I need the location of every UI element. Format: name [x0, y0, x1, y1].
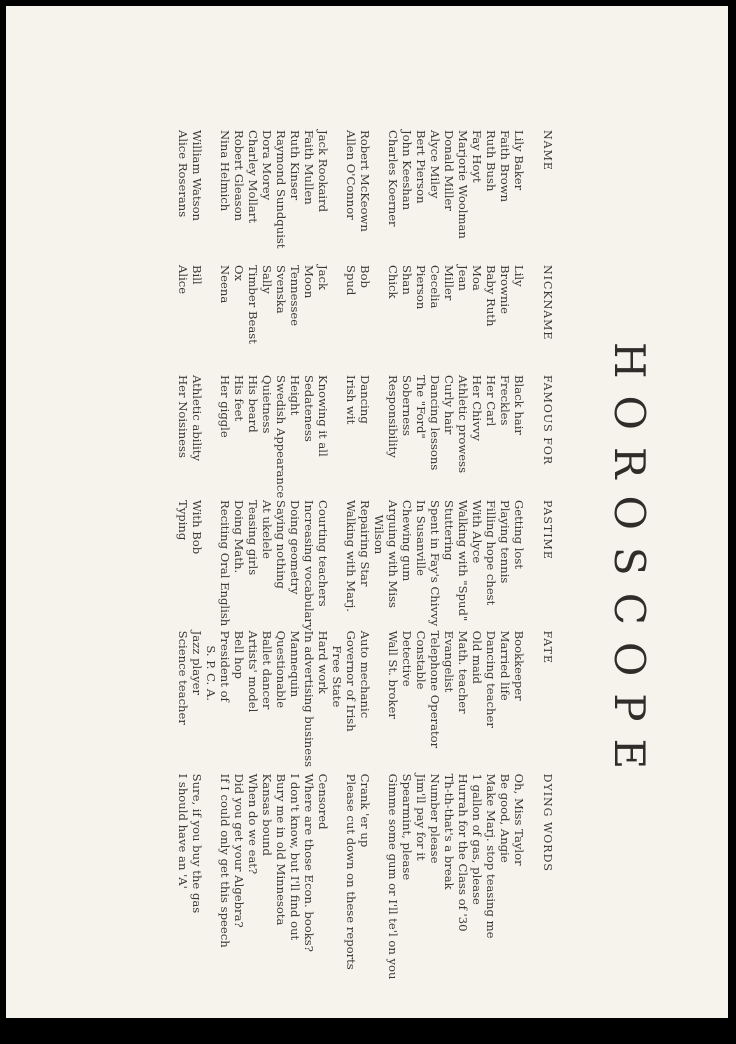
- cell-famous-for: Her Noisiness: [176, 375, 190, 458]
- cell-dying-words: Make Marj. stop teasing me: [484, 773, 498, 939]
- cell-pastime: Doing Math.: [232, 500, 246, 574]
- table-row: [358, 130, 372, 979]
- cell-pastime: Typing: [176, 500, 190, 541]
- cell-dying-words: Oh, Miss Taylor: [512, 773, 526, 866]
- table-row: [260, 130, 274, 979]
- cell-pastime: Stuttering: [442, 500, 456, 561]
- cell-famous-for: Athletic prowess: [456, 375, 470, 474]
- cell-nickname: Jean: [456, 265, 470, 291]
- cell-dying-words: When do we eat?: [246, 773, 260, 875]
- cell-dying-words: Bury me in old Minnesota: [274, 773, 288, 926]
- cell-fate: In advertising business: [302, 630, 316, 768]
- cell-fate: Jazz player: [190, 630, 204, 696]
- cell-name: Dora Morey: [260, 130, 274, 201]
- cell-famous-for: Dancing lessons: [428, 375, 442, 471]
- cell-dying-words: Where are those Econ. books?: [302, 773, 316, 952]
- table-row: [176, 130, 190, 979]
- cell-famous-for: Her giggle: [218, 375, 232, 438]
- cell-nickname: Tennessee: [288, 265, 302, 327]
- cell-name: Raymond Sundquist: [274, 130, 288, 249]
- cell-name: Marjorie Woolman: [456, 130, 470, 239]
- cell-nickname: Svenska: [274, 265, 288, 314]
- cell-fate: Artists' model: [246, 630, 260, 713]
- cell-nickname: Spud: [344, 265, 358, 296]
- cell-dying-words: Gimme some gum or I'll te'l on you: [386, 773, 400, 980]
- cell-name: William Watson: [190, 130, 204, 222]
- cell-pastime: Chewing gum: [400, 500, 414, 582]
- table-row: [330, 130, 358, 979]
- cell-dying-words: 1 gallon of gas, please: [470, 773, 484, 905]
- cell-name: Charles Koerner: [386, 130, 400, 227]
- cell-fate: Questionable: [274, 630, 288, 709]
- cell-pastime: In Susanville: [414, 500, 428, 577]
- cell-dying-words: I should have an 'A': [176, 773, 190, 889]
- cell-dying-words: Kansas bound: [260, 773, 274, 856]
- cell-name: Allen O'Connor: [344, 130, 358, 220]
- cell-name: Donald Miller: [442, 130, 456, 211]
- table-row: [484, 130, 498, 979]
- table-row: [204, 130, 232, 979]
- cell-famous-for: The "Ford": [414, 375, 428, 439]
- cell-pastime: Walking with "Spud": [456, 500, 470, 622]
- cell-pastime: Reciting Oral English: [218, 500, 232, 627]
- table-row: [302, 130, 316, 979]
- header-pastime: PASTIME: [541, 500, 554, 560]
- cell-nickname: Brownie: [498, 265, 512, 315]
- table-row: [470, 130, 484, 979]
- cell-pastime: Spent in Fay's Chivvy: [428, 500, 442, 627]
- cell-pastime: With Bob: [190, 500, 204, 555]
- cell-dying-words: If I could only get this speech: [218, 773, 232, 948]
- table-row: [372, 130, 400, 979]
- cell-nickname: Pierson: [414, 265, 428, 310]
- cell-name: Alice Roserans: [176, 130, 190, 218]
- cell-nickname: Moa: [470, 265, 484, 291]
- cell-pastime: Saying nothing: [274, 500, 288, 589]
- cell-famous-for: Freckles: [498, 375, 512, 426]
- cell-famous-for: Sedateness: [302, 375, 316, 442]
- cell-nickname: Bill: [190, 265, 204, 285]
- cell-nickname: Shan: [400, 265, 414, 295]
- cell-nickname: Jack: [316, 265, 330, 291]
- cell-fate: Governor of Irish Free State: [330, 630, 358, 732]
- cell-nickname: Lily: [512, 265, 526, 287]
- cell-pastime: At ukelele: [260, 500, 274, 560]
- cell-nickname: Bob: [358, 265, 372, 288]
- cell-name: Robert McKeown: [358, 130, 372, 232]
- cell-pastime: With Alyce: [470, 500, 484, 564]
- cell-dying-words: Spearmint, please: [400, 773, 414, 881]
- cell-fate: Hard work: [316, 630, 330, 694]
- cell-dying-words: Be good, Angie: [498, 773, 512, 863]
- cell-name: Nina Helmich: [218, 130, 232, 212]
- cell-name: Jack Rookaird: [316, 130, 330, 213]
- table-row: [428, 130, 442, 979]
- cell-nickname: Neena: [218, 265, 232, 304]
- header-famous-for: FAMOUS FOR: [541, 375, 554, 466]
- cell-dying-words: Th-th-that's a break: [442, 773, 456, 890]
- cell-name: Ruth Bush: [484, 130, 498, 192]
- table-row: [400, 130, 414, 979]
- cell-nickname: Chick: [386, 265, 400, 299]
- cell-name: Alyce Miley: [428, 130, 442, 199]
- cell-name: Bert Pierson: [414, 130, 428, 204]
- cell-name: Faith Brown: [498, 130, 512, 203]
- cell-pastime: Teasing girls: [246, 500, 260, 576]
- cell-fate: Ballet dancer: [260, 630, 274, 710]
- header-fate: FATE: [541, 630, 554, 665]
- cell-name: Lily Baker: [512, 130, 526, 191]
- cell-name: John Keeshan: [400, 130, 414, 211]
- cell-dying-words: Sure, if you buy the gas: [190, 773, 204, 914]
- cell-nickname: Sally: [260, 265, 274, 294]
- table-row: [512, 130, 526, 979]
- cell-nickname: Ox: [232, 265, 246, 282]
- cell-dying-words: Number please: [428, 773, 442, 864]
- table-row: [232, 130, 246, 979]
- cell-dying-words: Did you get your Algebra?: [232, 773, 246, 928]
- cell-name: Faith Mullen: [302, 130, 316, 205]
- cell-fate: President of S. P. C. A.: [204, 630, 232, 702]
- cell-famous-for: Curly hair: [442, 375, 456, 435]
- cell-famous-for: Her Carl: [484, 375, 498, 427]
- cell-famous-for: Black hair: [512, 375, 526, 435]
- cell-name: Ruth Kinser: [288, 130, 302, 201]
- table-row: [288, 130, 302, 979]
- cell-famous-for: His feet: [232, 375, 246, 422]
- cell-fate: Married life: [498, 630, 512, 701]
- table-row: [456, 130, 470, 979]
- cell-dying-words: Hurrah for the Class of '30: [456, 773, 470, 932]
- cell-famous-for: Irish wit: [344, 375, 358, 425]
- cell-pastime: Increasing vocabulary: [302, 500, 316, 631]
- cell-famous-for: Swedish Appearance: [274, 375, 288, 499]
- cell-fate: Evangelist: [442, 630, 456, 693]
- cell-pastime: Courting teachers: [316, 500, 330, 607]
- cell-nickname: Alice: [176, 265, 190, 295]
- cell-famous-for: Height: [288, 375, 302, 416]
- cell-nickname: Moon: [302, 265, 316, 299]
- cell-pastime: Getting lost: [512, 500, 526, 570]
- cell-famous-for: Soberness: [400, 375, 414, 436]
- cell-fate: Bell hop: [232, 630, 246, 679]
- cell-nickname: Timber Beast: [246, 265, 260, 344]
- cell-dying-words: Crank 'er up: [358, 773, 372, 848]
- cell-pastime: Doing geometry: [288, 500, 302, 595]
- cell-famous-for: Her Chivvy: [470, 375, 484, 441]
- cell-fate: Mannequin: [288, 630, 302, 698]
- header-name: NAME: [541, 130, 554, 171]
- cell-dying-words: Jim'll pay for it: [414, 773, 428, 861]
- cell-name: Charley Mollart: [246, 130, 260, 223]
- cell-fate: Auto mechanic: [358, 630, 372, 719]
- cell-pastime: Playing tennis: [498, 500, 512, 584]
- table-row: [414, 130, 428, 979]
- table-row: [246, 130, 260, 979]
- table-row: [442, 130, 456, 979]
- rotated-content: [54, 84, 654, 1044]
- cell-fate: Bookkeeper: [512, 630, 526, 701]
- page-title: HOROSCOPE: [605, 341, 654, 787]
- cell-dying-words: I don't know, but I'll find out: [288, 773, 302, 941]
- cell-famous-for: Quietness: [260, 375, 274, 434]
- cell-dying-words: Censored: [316, 773, 330, 830]
- table-row: [190, 130, 204, 979]
- table-row: [498, 130, 512, 979]
- cell-name: Fay Hoyt: [470, 130, 484, 183]
- table-row: [316, 130, 330, 979]
- page: [6, 6, 728, 1018]
- cell-fate: Wall St. broker: [386, 630, 400, 719]
- cell-pastime: Arguing with Miss Wilson: [372, 500, 400, 609]
- cell-fate: Telephone Operator: [428, 630, 442, 749]
- cell-pastime: Filling hope chest: [484, 500, 498, 606]
- cell-famous-for: Responsibility: [386, 375, 400, 458]
- cell-nickname: Miller: [442, 265, 456, 301]
- cell-pastime: Repairing Star: [358, 500, 372, 587]
- cell-fate: Math. teacher: [456, 630, 470, 714]
- cell-name: Robert Gleason: [232, 130, 246, 222]
- cell-fate: Science teacher: [176, 630, 190, 725]
- header-dying-words: DYING WORDS: [541, 773, 554, 872]
- horoscope-table: [176, 130, 554, 979]
- header-row: [526, 130, 554, 979]
- cell-fate: Constable: [414, 630, 428, 690]
- cell-famous-for: Dancing: [358, 375, 372, 424]
- cell-fate: Old maid: [470, 630, 484, 684]
- header-nickname: NICKNAME: [541, 265, 554, 341]
- cell-dying-words: Please cut down on these reports: [344, 773, 358, 970]
- table-row: [274, 130, 288, 979]
- cell-nickname: Baby Ruth: [484, 265, 498, 327]
- cell-famous-for: Knowing it all: [316, 375, 330, 457]
- cell-famous-for: Athletic ability: [190, 375, 204, 462]
- cell-nickname: Cecelia: [428, 265, 442, 309]
- cell-fate: Detective: [400, 630, 414, 687]
- cell-fate: Dancing teacher: [484, 630, 498, 728]
- cell-pastime: Walking with Marj.: [344, 500, 358, 612]
- cell-famous-for: His beard: [246, 375, 260, 433]
